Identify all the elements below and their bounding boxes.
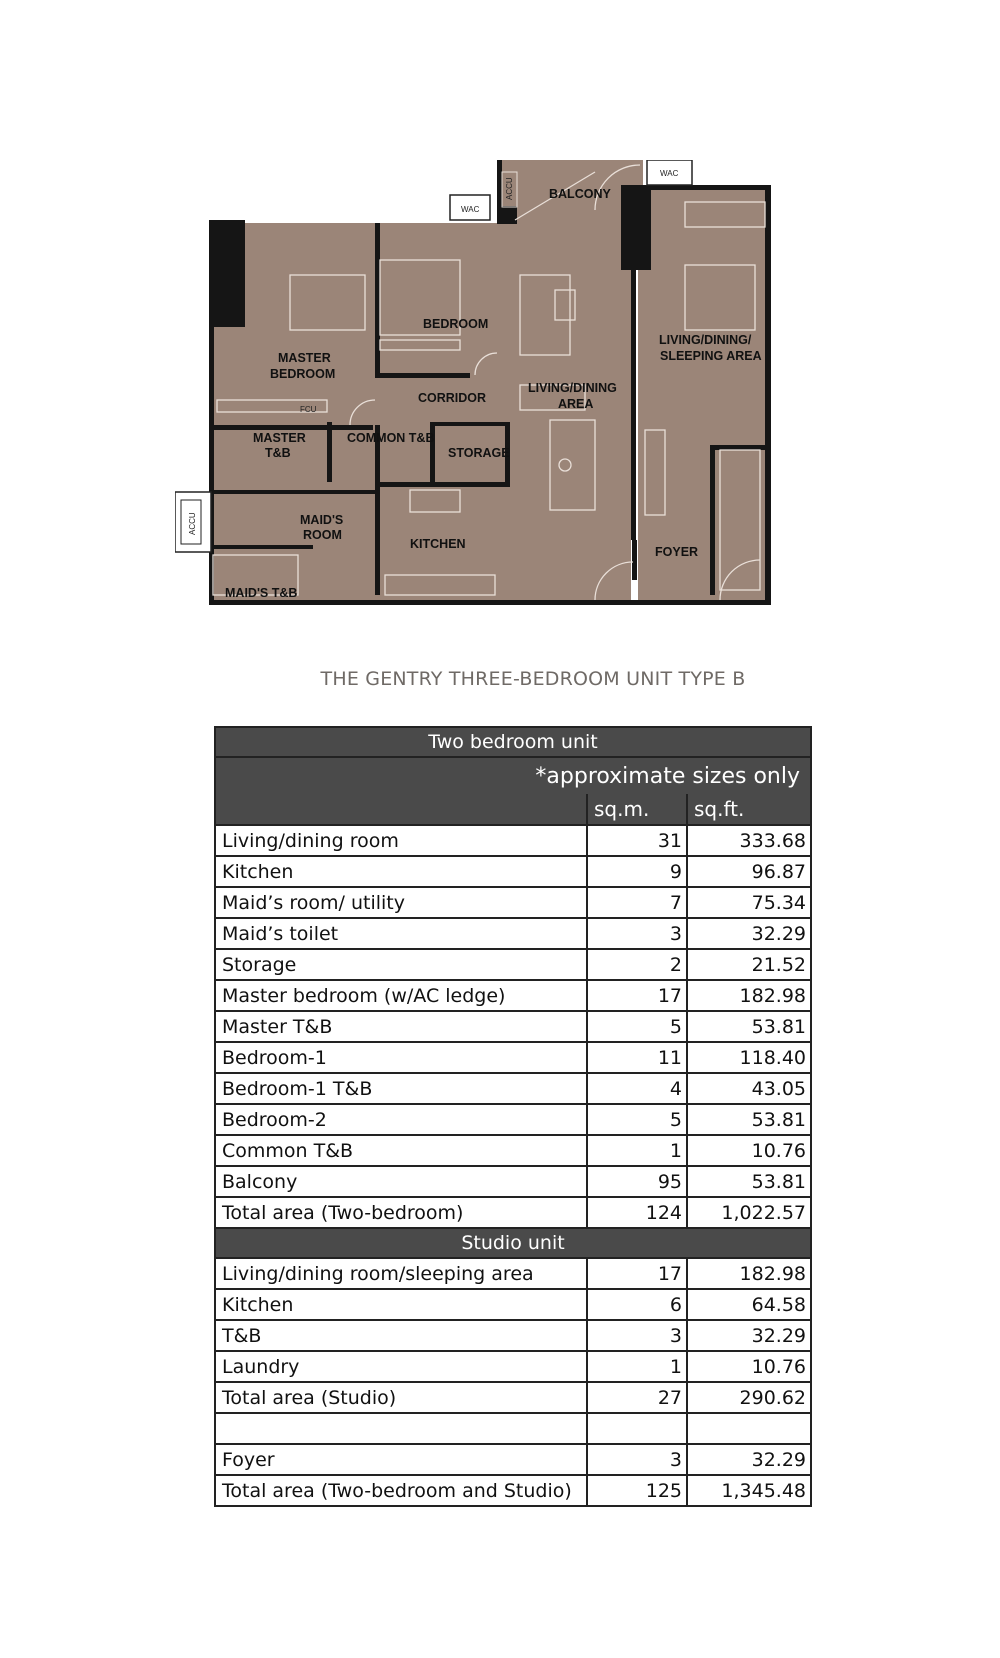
row-sqft: 53.81: [687, 1166, 811, 1197]
row-label: Maid’s room/ utility: [215, 887, 587, 918]
row-sqft: 1,345.48: [687, 1475, 811, 1506]
row-sqft: 10.76: [687, 1135, 811, 1166]
row-sqft: [687, 1413, 811, 1444]
row-sqft: 53.81: [687, 1104, 811, 1135]
row-label: Master T&B: [215, 1011, 587, 1042]
approximate-note: *approximate sizes only: [215, 757, 811, 794]
table-row: [215, 1413, 811, 1444]
row-sqm: 7: [587, 887, 687, 918]
row-sqft: 32.29: [687, 918, 811, 949]
row-label: Living/dining room/sleeping area: [215, 1258, 587, 1289]
row-sqm: [587, 1413, 687, 1444]
row-label: Common T&B: [215, 1135, 587, 1166]
row-sqm: 3: [587, 1444, 687, 1475]
label-maids-tb: MAID'S T&B: [225, 586, 298, 600]
area-table: [214, 726, 812, 1507]
label-foyer: FOYER: [655, 545, 699, 559]
row-sqm: 2: [587, 949, 687, 980]
row-label: Storage: [215, 949, 587, 980]
row-sqm: 3: [587, 1320, 687, 1351]
table-row: [215, 856, 811, 887]
label-living-dining-1: LIVING/DINING: [528, 381, 617, 395]
row-sqm: 5: [587, 1011, 687, 1042]
row-sqm: 9: [587, 856, 687, 887]
label-maids-room-2: ROOM: [303, 528, 342, 542]
table-row: [215, 980, 811, 1011]
label-maids-room-1: MAID'S: [300, 513, 344, 527]
row-sqm: 124: [587, 1197, 687, 1228]
note-row: [215, 757, 811, 794]
table-row: [215, 1166, 811, 1197]
row-sqm: 1: [587, 1135, 687, 1166]
table-row: [215, 1135, 811, 1166]
label-accu-2: ACCU: [505, 177, 514, 200]
table-row: [215, 1475, 811, 1506]
two-bedroom-header-row: [215, 727, 811, 757]
row-sqft: 290.62: [687, 1382, 811, 1413]
row-label: Living/dining room: [215, 825, 587, 856]
row-label: [215, 1413, 587, 1444]
row-sqm: 11: [587, 1042, 687, 1073]
col-sqm-header: sq.m.: [587, 794, 687, 825]
label-corridor: CORRIDOR: [418, 391, 487, 405]
row-sqft: 10.76: [687, 1351, 811, 1382]
label-accu-1: ACCU: [188, 512, 197, 535]
table-row: [215, 1042, 811, 1073]
label-master-bedroom-1: MASTER: [278, 351, 331, 365]
table-row: [215, 825, 811, 856]
row-sqm: 3: [587, 918, 687, 949]
table-row: [215, 1104, 811, 1135]
row-sqft: 21.52: [687, 949, 811, 980]
row-label: Total area (Two-bedroom and Studio): [215, 1475, 587, 1506]
table-row: [215, 1289, 811, 1320]
table-row: [215, 1320, 811, 1351]
row-sqm: 17: [587, 980, 687, 1011]
row-sqft: 32.29: [687, 1444, 811, 1475]
label-master-tb-1: MASTER: [253, 431, 306, 445]
label-wac-1: WAC: [461, 205, 480, 214]
floor-plan: [175, 160, 820, 650]
row-sqm: 31: [587, 825, 687, 856]
plan-caption: THE GENTRY THREE-BEDROOM UNIT TYPE B: [320, 668, 746, 690]
table-row: [215, 1011, 811, 1042]
label-bedroom: BEDROOM: [423, 317, 489, 331]
table-row: [215, 1258, 811, 1289]
row-sqm: 125: [587, 1475, 687, 1506]
label-fcu: FCU: [300, 405, 317, 414]
table-row: [215, 1073, 811, 1104]
row-label: Laundry: [215, 1351, 587, 1382]
table-row: [215, 887, 811, 918]
label-kitchen: KITCHEN: [410, 537, 466, 551]
table-row: [215, 949, 811, 980]
row-label: T&B: [215, 1320, 587, 1351]
row-label: Bedroom-1: [215, 1042, 587, 1073]
row-label: Kitchen: [215, 856, 587, 887]
row-label: Total area (Two-bedroom): [215, 1197, 587, 1228]
row-sqm: 1: [587, 1351, 687, 1382]
label-living-dining-2: AREA: [558, 397, 594, 411]
table-row: [215, 1382, 811, 1413]
row-label: Total area (Studio): [215, 1382, 587, 1413]
row-sqft: 43.05: [687, 1073, 811, 1104]
table-row: [215, 1444, 811, 1475]
label-master-bedroom-2: BEDROOM: [270, 367, 336, 381]
row-sqft: 64.58: [687, 1289, 811, 1320]
row-sqft: 32.29: [687, 1320, 811, 1351]
row-label: Master bedroom (w/AC ledge): [215, 980, 587, 1011]
row-label: Kitchen: [215, 1289, 587, 1320]
row-sqft: 182.98: [687, 1258, 811, 1289]
label-storage: STORAGE: [448, 446, 510, 460]
label-balcony: BALCONY: [549, 187, 611, 201]
row-sqm: 27: [587, 1382, 687, 1413]
row-sqm: 17: [587, 1258, 687, 1289]
units-blank: [215, 794, 587, 825]
col-sqft-header: sq.ft.: [687, 794, 811, 825]
row-label: Bedroom-1 T&B: [215, 1073, 587, 1104]
row-sqft: 118.40: [687, 1042, 811, 1073]
studio-header-row: [215, 1228, 811, 1258]
table-row: [215, 918, 811, 949]
units-row: [215, 794, 811, 825]
row-sqm: 95: [587, 1166, 687, 1197]
label-studio-living-1: LIVING/DINING/: [659, 333, 752, 347]
table-row: [215, 1351, 811, 1382]
row-label: Balcony: [215, 1166, 587, 1197]
row-sqft: 1,022.57: [687, 1197, 811, 1228]
row-sqft: 96.87: [687, 856, 811, 887]
table-row: [215, 1197, 811, 1228]
row-label: Maid’s toilet: [215, 918, 587, 949]
label-master-tb-2: T&B: [265, 446, 291, 460]
row-sqft: 75.34: [687, 887, 811, 918]
label-wac-2: WAC: [660, 169, 679, 178]
row-label: Foyer: [215, 1444, 587, 1475]
row-sqft: 53.81: [687, 1011, 811, 1042]
label-common-tb: COMMON T&B: [347, 431, 435, 445]
row-sqm: 4: [587, 1073, 687, 1104]
row-sqm: 5: [587, 1104, 687, 1135]
row-sqm: 6: [587, 1289, 687, 1320]
row-sqft: 333.68: [687, 825, 811, 856]
row-sqft: 182.98: [687, 980, 811, 1011]
two-bedroom-header: Two bedroom unit: [215, 727, 811, 757]
area-table-body: [215, 727, 811, 1506]
label-studio-living-2: SLEEPING AREA: [660, 349, 762, 363]
studio-header: Studio unit: [215, 1228, 811, 1258]
row-label: Bedroom-2: [215, 1104, 587, 1135]
